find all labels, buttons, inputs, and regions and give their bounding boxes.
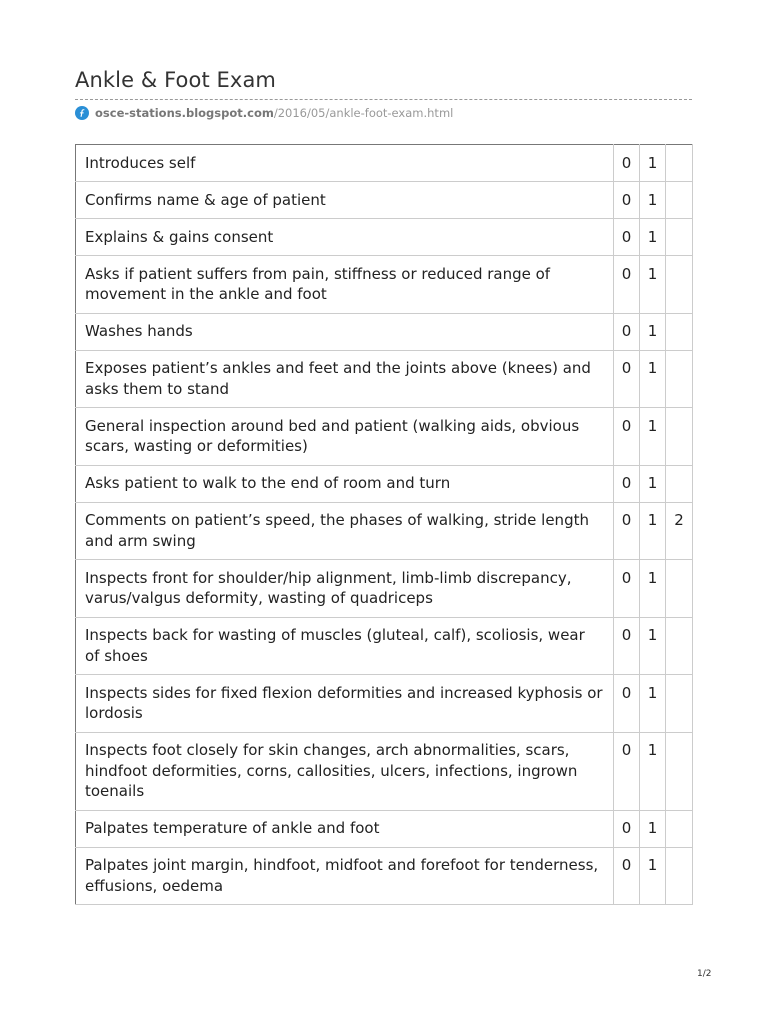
table-row xyxy=(76,502,693,560)
checklist-item-text: Explains & gains consent xyxy=(76,219,614,256)
score-cell: 0 xyxy=(614,408,640,466)
checklist-item-text: Palpates temperature of ankle and foot xyxy=(76,810,614,847)
score-cell: 1 xyxy=(640,313,666,350)
checklist-table xyxy=(75,144,693,905)
checklist-item-text: Inspects foot closely for skin changes, arch abnormalities, scars, hindfoot deformities, corns, callosities, ulcers, infections, ingrown toenails xyxy=(76,732,614,810)
score-cell: 1 xyxy=(640,732,666,810)
source-domain: osce-stations.blogspot.com xyxy=(95,106,274,120)
checklist-item-text: Introduces self xyxy=(76,145,614,182)
score-cell xyxy=(666,145,693,182)
checklist-item-text: Washes hands xyxy=(76,313,614,350)
checklist-item-text: Asks if patient suffers from pain, stiffness or reduced range of movement in the ankle and foot xyxy=(76,256,614,314)
score-cell: 1 xyxy=(640,182,666,219)
table-row xyxy=(76,408,693,466)
page-title: Ankle & Foot Exam xyxy=(75,68,276,92)
score-cell: 0 xyxy=(614,847,640,905)
score-cell: 0 xyxy=(614,502,640,560)
score-cell: 1 xyxy=(640,408,666,466)
score-cell: 1 xyxy=(640,350,666,408)
score-cell: 1 xyxy=(640,502,666,560)
score-cell: 1 xyxy=(640,145,666,182)
table-row xyxy=(76,182,693,219)
table-row xyxy=(76,145,693,182)
score-cell: 0 xyxy=(614,145,640,182)
score-cell: 2 xyxy=(666,502,693,560)
score-cell xyxy=(666,560,693,618)
checklist-item-text: Exposes patient’s ankles and feet and the joints above (knees) and asks them to stand xyxy=(76,350,614,408)
score-cell xyxy=(666,847,693,905)
score-cell xyxy=(666,219,693,256)
score-cell: 1 xyxy=(640,847,666,905)
checklist-item-text: Confirms name & age of patient xyxy=(76,182,614,219)
score-cell: 1 xyxy=(640,675,666,733)
score-cell: 1 xyxy=(640,617,666,675)
table-row xyxy=(76,219,693,256)
checklist-item-text: Inspects back for wasting of muscles (gluteal, calf), scoliosis, wear of shoes xyxy=(76,617,614,675)
score-cell xyxy=(666,810,693,847)
score-cell: 0 xyxy=(614,256,640,314)
score-cell xyxy=(666,675,693,733)
score-cell: 0 xyxy=(614,617,640,675)
score-cell: 0 xyxy=(614,313,640,350)
table-row xyxy=(76,847,693,905)
checklist-item-text: Inspects front for shoulder/hip alignment, limb-limb discrepancy, varus/valgus deformity, wasting of quadriceps xyxy=(76,560,614,618)
score-cell: 0 xyxy=(614,560,640,618)
score-cell: 0 xyxy=(614,350,640,408)
table-row xyxy=(76,313,693,350)
table-row xyxy=(76,810,693,847)
table-row xyxy=(76,465,693,502)
score-cell xyxy=(666,408,693,466)
checklist-item-text: Inspects sides for fixed flexion deformities and increased kyphosis or lordosis xyxy=(76,675,614,733)
table-row xyxy=(76,350,693,408)
checklist-item-text: Palpates joint margin, hindfoot, midfoot and forefoot for tenderness, effusions, oedema xyxy=(76,847,614,905)
score-cell xyxy=(666,732,693,810)
title-divider xyxy=(75,99,692,100)
score-cell xyxy=(666,617,693,675)
score-cell: 0 xyxy=(614,219,640,256)
table-row xyxy=(76,256,693,314)
score-cell xyxy=(666,256,693,314)
checklist-item-text: Asks patient to walk to the end of room and turn xyxy=(76,465,614,502)
table-row xyxy=(76,732,693,810)
blogger-icon xyxy=(75,106,89,120)
score-cell xyxy=(666,465,693,502)
score-cell: 1 xyxy=(640,256,666,314)
score-cell xyxy=(666,182,693,219)
page-number: 1/2 xyxy=(697,969,712,979)
score-cell xyxy=(666,350,693,408)
score-cell: 0 xyxy=(614,810,640,847)
checklist-item-text: General inspection around bed and patient (walking aids, obvious scars, wasting or deformities) xyxy=(76,408,614,466)
score-cell: 1 xyxy=(640,810,666,847)
score-cell: 1 xyxy=(640,219,666,256)
score-cell xyxy=(666,313,693,350)
checklist-item-text: Comments on patient’s speed, the phases of walking, stride length and arm swing xyxy=(76,502,614,560)
table-row xyxy=(76,675,693,733)
score-cell: 0 xyxy=(614,465,640,502)
score-cell: 0 xyxy=(614,675,640,733)
source-path: /2016/05/ankle-foot-exam.html xyxy=(273,106,454,120)
table-row xyxy=(76,617,693,675)
score-cell: 0 xyxy=(614,732,640,810)
score-cell: 1 xyxy=(640,560,666,618)
source-link[interactable] xyxy=(75,105,453,121)
table-row xyxy=(76,560,693,618)
score-cell: 1 xyxy=(640,465,666,502)
score-cell: 0 xyxy=(614,182,640,219)
